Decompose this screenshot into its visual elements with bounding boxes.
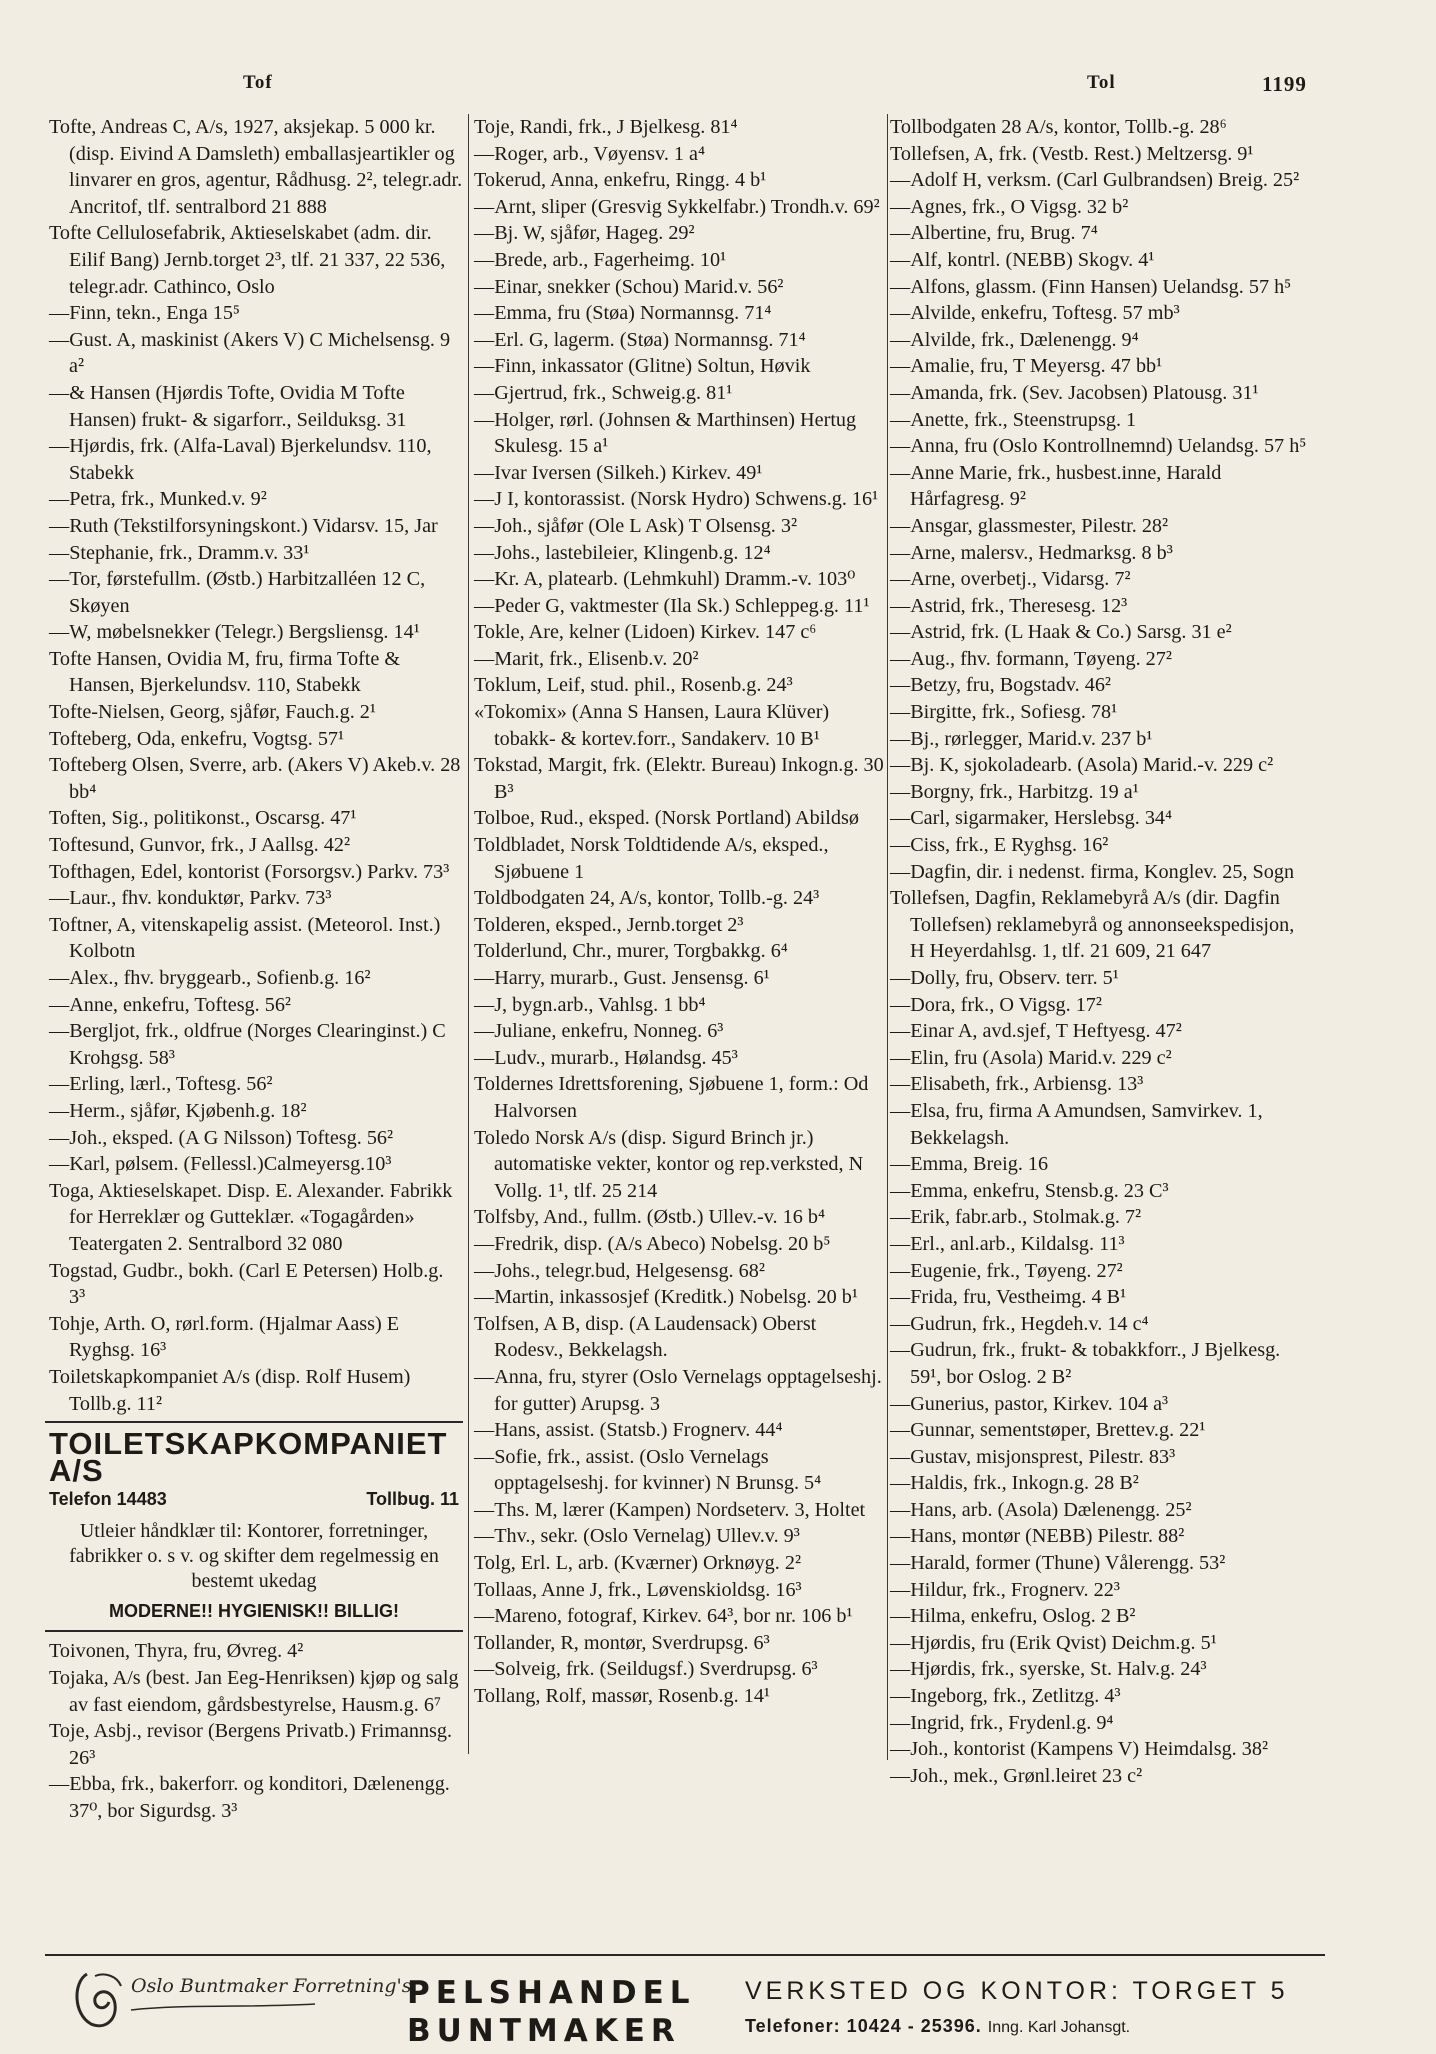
directory-entry: —Arne, malersv., Hedmarksg. 8 b³ (890, 541, 1173, 564)
directory-entry: —Petra, frk., Munked.v. 9² (49, 488, 267, 511)
directory-entry: Tokerud, Anna, enkefru, Ringg. 4 b¹ (474, 169, 767, 192)
directory-entry: —Hans, montør (NEBB) Pilestr. 88² (890, 1525, 1185, 1548)
directory-entry: —Ingeborg, frk., Zetlitzg. 4³ (890, 1685, 1121, 1708)
directory-entry: —Emma, Breig. 16 (890, 1153, 1049, 1176)
directory-entry: —Adolf H, verksm. (Carl Gulbrandsen) Breig. 25² (890, 169, 1300, 192)
directory-entry: —Hjørdis, fru (Erik Qvist) Deichm.g. 5¹ (890, 1631, 1217, 1654)
directory-entry: Toften, Sig., politikonst., Oscarsg. 47¹ (49, 807, 357, 830)
directory-entry: —Joh., kontorist (Kampens V) Heimdalsg. 38² (890, 1738, 1268, 1761)
directory-entry: —Harald, former (Thune) Vålerengg. 53² (890, 1552, 1226, 1575)
directory-entry: —Johs., lastebileier, Klingenb.g. 12⁴ (474, 541, 771, 564)
directory-entry: —Emma, fru (Støa) Normannsg. 71⁴ (474, 302, 772, 325)
directory-entry: —Amanda, frk. (Sev. Jacobsen) Platousg. 31¹ (890, 381, 1259, 404)
directory-entry: —Betzy, fru, Bogstadv. 46² (890, 674, 1111, 697)
directory-entry: —Arne, overbetj., Vidarsg. 7² (890, 568, 1131, 591)
directory-entry: —Anette, frk., Steenstrupsg. 1 (890, 408, 1137, 431)
workshop-address: VERKSTED OG KONTOR: TORGET 5 (745, 1977, 1289, 2005)
directory-entry: Tolderlund, Chr., murer, Torgbakkg. 6⁴ (474, 940, 788, 963)
directory-entry: —Joh., eksped. (A G Nilsson) Toftesg. 56² (49, 1126, 394, 1149)
directory-entry: —& Hansen (Hjørdis Tofte, Ovidia M Tofte Hansen) frukt- & sigarforr., Seilduksg. 31 (49, 381, 407, 431)
directory-entry: —Aug., fhv. formann, Tøyeng. 27² (890, 647, 1172, 670)
directory-entry: Toivonen, Thyra, fru, Øvreg. 4² (49, 1640, 304, 1663)
directory-entry: —Haldis, frk., Inkogn.g. 28 B² (890, 1472, 1139, 1495)
directory-entry: —J I, kontorassist. (Norsk Hydro) Schwens.g. 16¹ (474, 488, 879, 511)
column-1-entries (49, 114, 463, 1417)
directory-entry: —Erling, lærl., Toftesg. 56² (49, 1073, 273, 1096)
directory-entry: Tollaas, Anne J, frk., Løvenskioldsg. 16³ (474, 1578, 802, 1601)
directory-entry: —J, bygn.arb., Vahlsg. 1 bb⁴ (474, 993, 706, 1016)
directory-entry: —Ruth (Tekstilforsyningskont.) Vidarsv. 15, Jar (49, 514, 438, 537)
directory-entry: —Joh., mek., Grønl.leiret 23 c² (890, 1764, 1143, 1787)
directory-entry: —Laur., fhv. konduktør, Parkv. 73³ (49, 887, 332, 910)
phone-line (745, 2016, 1130, 2037)
directory-entry: —Hjørdis, frk., syerske, St. Halv.g. 24³ (890, 1658, 1207, 1681)
directory-entry: —Gust. A, maskinist (Akers V) C Michelsensg. 9 a² (49, 328, 451, 378)
directory-entry: —Gunnar, sementstøper, Brettev.g. 22¹ (890, 1419, 1206, 1442)
directory-entry: —Martin, inkassosjef (Kreditk.) Nobelsg. 20 b¹ (474, 1286, 858, 1309)
directory-entry: —Einar, snekker (Schou) Marid.v. 56² (474, 275, 784, 298)
directory-entry: —Astrid, frk. (L Haak & Co.) Sarsg. 31 e² (890, 621, 1232, 644)
directory-entry: —Bergljot, frk., oldfrue (Norges Clearinginst.) C Krohgsg. 58³ (49, 1020, 446, 1069)
directory-entry: Tofteberg, Oda, enkefru, Vogtsg. 57¹ (49, 727, 345, 750)
directory-entry: —Frida, fru, Vestheimg. 4 B¹ (890, 1286, 1127, 1309)
directory-entry: Toklum, Leif, stud. phil., Rosenb.g. 24³ (474, 674, 793, 697)
running-head-left: Tof (243, 72, 273, 93)
directory-entry: Toga, Aktieselskapet. Disp. E. Alexander. Fabrikk for Herreklær og Gutteklær. «Togagården» Teatergaten 2. Sentralbord 32 080 (49, 1179, 453, 1255)
directory-entry: —Emma, enkefru, Stensb.g. 23 C³ (890, 1179, 1169, 1202)
directory-entry: —Astrid, frk., Theresesg. 12³ (890, 594, 1128, 617)
directory-entry: —Ivar Iversen (Silkeh.) Kirkev. 49¹ (474, 461, 763, 484)
page-number: 1199 (1262, 72, 1307, 96)
ad-body: Utleier håndklær til: Kontorer, forretninger, fabrikker o. s v. og skifter dem regelmessig en bestemt ukedag (69, 1519, 439, 1592)
directory-entry: —Erik, fabr.arb., Stolmak.g. 7² (890, 1206, 1142, 1229)
directory-entry: —Albertine, fru, Brug. 7⁴ (890, 222, 1098, 245)
engineer-name: Inng. Karl Johansgt. (987, 2019, 1131, 2036)
directory-entry: —Carl, sigarmaker, Herslebsg. 34⁴ (890, 807, 1173, 830)
directory-entry: —Gudrun, frk., Hegdeh.v. 14 c⁴ (890, 1312, 1149, 1335)
column-1-entries-bottom (49, 1638, 463, 1824)
directory-entry: —Bj., rørlegger, Marid.v. 237 b¹ (890, 727, 1153, 750)
pelshandel-text: PELSHANDEL (407, 1975, 696, 2011)
directory-entry: —Mareno, fotograf, Kirkev. 64³, bor nr. 106 b¹ (474, 1605, 853, 1628)
directory-entry: —Gjertrud, frk., Schweig.g. 81¹ (474, 381, 733, 404)
directory-entry: —Gunerius, pastor, Kirkev. 104 a³ (890, 1392, 1169, 1415)
pelshandel-buntmaker (407, 1974, 696, 2050)
directory-entry: Toldbodgaten 24, A/s, kontor, Tollb.-g. 24³ (474, 887, 820, 910)
directory-entry: —Anne Marie, frk., husbest.inne, Harald Hårfagresg. 9² (890, 461, 1222, 511)
directory-entry: Togstad, Gudbr., bokh. (Carl E Petersen) Holb.g. 3³ (49, 1259, 444, 1309)
directory-entry: —Brede, arb., Fagerheimg. 10¹ (474, 248, 727, 271)
directory-entry: Tollefsen, Dagfin, Reklamebyrå A/s (dir. Dagfin Tollefsen) reklamebyrå og annonseekspedisjon, H Heyerdahlsg. 1, tlf. 21 609, 21 647 (890, 887, 1295, 963)
directory-entry: —Elin, fru (Asola) Marid.v. 229 c² (890, 1046, 1172, 1069)
directory-entry: —Anna, fru, styrer (Oslo Vernelags opptagelseshj. for gutter) Arupsg. 3 (474, 1365, 882, 1415)
directory-entry: Tollang, Rolf, massør, Rosenb.g. 14¹ (474, 1685, 770, 1708)
directory-entry: —Finn, inkassator (Glitne) Soltun, Høvik (474, 355, 811, 378)
directory-entry: —Stephanie, frk., Dramm.v. 33¹ (49, 541, 310, 564)
directory-entry: —W, møbelsnekker (Telegr.) Bergsliensg. 14¹ (49, 621, 420, 644)
directory-entry: —Alvilde, frk., Dælenengg. 9⁴ (890, 328, 1139, 351)
directory-entry: —Juliane, enkefru, Nonneg. 6³ (474, 1020, 724, 1043)
ad-slogan: MODERNE!! HYGIENISK!! BILLIG! (109, 1600, 399, 1621)
directory-entry: —Solveig, frk. (Seildugsf.) Sverdrupsg. 6³ (474, 1658, 818, 1681)
toiletskap-advertisement (45, 1421, 463, 1632)
directory-entry: —Alex., fhv. bryggearb., Sofienb.g. 16² (49, 967, 371, 989)
directory-entry: Tofthagen, Edel, kontorist (Forsorgsv.) Parkv. 73³ (49, 860, 450, 883)
directory-entry: —Peder G, vaktmester (Ila Sk.) Schleppeg.g. 11¹ (474, 594, 870, 617)
directory-entry: —Elisabeth, frk., Arbiensg. 13³ (890, 1073, 1144, 1096)
directory-entry: —Agnes, frk., O Vigsg. 32 b² (890, 195, 1129, 218)
directory-entry: Toje, Asbj., revisor (Bergens Privatb.) Frimannsg. 26³ (49, 1720, 453, 1769)
directory-entry: Toledo Norsk A/s (disp. Sigurd Brinch jr.) automatiske vekter, kontor og rep.verksted, N Vollg. 1¹, tlf. 25 214 (474, 1126, 864, 1202)
directory-entry: Tofte Hansen, Ovidia M, fru, firma Tofte & Hansen, Bjerkelundsv. 110, Stabekk (49, 647, 401, 697)
directory-entry: Tolfsen, A B, disp. (A Laudensack) Oberst Rodesv., Bekkelagsh. (474, 1312, 817, 1362)
directory-entry: —Hjørdis, frk. (Alfa-Laval) Bjerkelundsv. 110, Stabekk (49, 435, 432, 484)
directory-entry: —Anne, enkefru, Toftesg. 56² (49, 993, 291, 1016)
directory-entry: —Elsa, fru, firma A Amundsen, Samvirkev. 1, Bekkelagsh. (890, 1099, 1263, 1149)
directory-entry: —Dolly, fru, Observ. terr. 5¹ (890, 967, 1119, 989)
directory-entry: Tokstad, Margit, frk. (Elektr. Bureau) Inkogn.g. 30 B³ (474, 754, 884, 803)
directory-entry: —Ciss, frk., E Ryghsg. 16² (890, 834, 1109, 857)
directory-entry: —Hans, assist. (Statsb.) Frognerv. 44⁴ (474, 1419, 783, 1442)
directory-entry: Tofte, Andreas C, A/s, 1927, aksjekap. 5 000 kr. (disp. Eivind A Damsleth) emballasjeartikler og linvarer en gros, agentur, Rådhusg. 2², telegr.adr. Ancritof, tlf. sentralbord 21 888 (49, 116, 463, 218)
directory-entry: Tollefsen, A, frk. (Vestb. Rest.) Meltzersg. 9¹ (890, 142, 1254, 165)
directory-entry: —Bj. K, sjokoladearb. (Asola) Marid.-v. 229 c² (890, 754, 1274, 777)
directory-entry: —Alf, kontrl. (NEBB) Skogv. 4¹ (890, 248, 1155, 271)
directory-entry: —Hilma, enkefru, Oslog. 2 B² (890, 1605, 1136, 1628)
ad-contact-row (49, 1486, 459, 1513)
directory-entry: Tollbodgaten 28 A/s, kontor, Tollb.-g. 28⁶ (890, 116, 1227, 138)
directory-entry: Toldbladet, Norsk Toldtidende A/s, eksped., Sjøbuene 1 (474, 834, 829, 883)
directory-entry: —Ludv., murarb., Hølandsg. 45³ (474, 1046, 738, 1069)
directory-entry: —Ths. M, lærer (Kampen) Nordseterv. 3, Holtet (474, 1498, 866, 1521)
directory-entry: —Sofie, frk., assist. (Oslo Vernelags opptagelseshj. for kvinner) N Brunsg. 5⁴ (474, 1445, 822, 1495)
directory-entry: Toldernes Idrettsforening, Sjøbuene 1, form.: Od Halvorsen (474, 1073, 869, 1122)
directory-entry: —Ansgar, glassmester, Pilestr. 28² (890, 514, 1169, 537)
phone-numbers: Telefoner: 10424 - 25396. (745, 2016, 982, 2036)
directory-entry: Toje, Randi, frk., J Bjelkesg. 81⁴ (474, 116, 738, 138)
directory-entry: —Roger, arb., Vøyensv. 1 a⁴ (474, 142, 706, 165)
directory-entry: Tojaka, A/s (best. Jan Eeg-Henriksen) kjøp og salg av fast eiendom, gårdsbestyrelse, Hausm.g. 6⁷ (49, 1667, 459, 1716)
directory-entry: —Karl, pølsem. (Fellessl.)Calmeyersg.10³ (49, 1153, 392, 1176)
directory-entry: —Hans, arb. (Asola) Dælenengg. 25² (890, 1498, 1192, 1521)
directory-entry: —Gudrun, frk., frukt- & tobakkforr., J Bjelkesg. 59¹, bor Oslog. 2 B² (890, 1339, 1281, 1388)
directory-entry: —Hildur, frk., Frognerv. 22³ (890, 1578, 1120, 1601)
directory-entry: —Harry, murarb., Gust. Jensensg. 6¹ (474, 967, 770, 989)
directory-entry: —Alfons, glassm. (Finn Hansen) Uelandsg. 57 h⁵ (890, 275, 1292, 298)
directory-entry: —Ingrid, frk., Frydenl.g. 9⁴ (890, 1711, 1114, 1734)
column-3-entries (890, 114, 1312, 1789)
directory-entry: Tofte Cellulosefabrik, Aktieselskabet (adm. dir. Eilif Bang) Jernb.torget 2³, tlf. 21 337, 22 536, telegr.adr. Cathinco, Oslo (49, 222, 446, 298)
directory-entry: —Einar A, avd.sjef, T Heftyesg. 47² (890, 1020, 1182, 1043)
directory-entry: —Thv., sekr. (Oslo Vernelag) Ullev.v. 9³ (474, 1525, 800, 1548)
directory-entry: —Fredrik, disp. (A/s Abeco) Nobelsg. 20 b⁵ (474, 1232, 831, 1255)
column-divider-2 (887, 114, 888, 1760)
directory-entry: Tofte-Nielsen, Georg, sjåfør, Fauch.g. 2¹ (49, 701, 376, 724)
directory-entry: «Tokomix» (Anna S Hansen, Laura Klüver) tobakk- & kortev.forr., Sandakerv. 10 B¹ (474, 701, 830, 750)
directory-entry: —Finn, tekn., Enga 15⁵ (49, 302, 240, 325)
svg-text:Oslo Buntmaker Forretning's: Oslo Buntmaker Forretning's (131, 1975, 412, 1997)
directory-entry: Toiletskapkompaniet A/s (disp. Rolf Husem) Tollb.g. 11² (49, 1365, 411, 1415)
directory-entry: Toftesund, Gunvor, frk., J Aallsg. 42² (49, 834, 351, 857)
buntmaker-text: BUNTMAKER (407, 2013, 681, 2049)
directory-entry: Toftner, A, vitenskapelig assist. (Meteorol. Inst.) Kolbotn (49, 913, 441, 963)
column-2-entries (474, 114, 884, 1710)
directory-entry: —Birgitte, frk., Sofiesg. 78¹ (890, 701, 1118, 724)
directory-entry: Tokle, Are, kelner (Lidoen) Kirkev. 147 c⁶ (474, 621, 817, 644)
directory-entry: —Anna, fru (Oslo Kontrollnemnd) Uelandsg. 57 h⁵ (890, 435, 1307, 458)
directory-entry: —Ebba, frk., bakerforr. og konditori, Dælenengg. 37⁰, bor Sigurdsg. 3³ (49, 1773, 450, 1823)
directory-entry: —Amalie, fru, T Meyersg. 47 bb¹ (890, 355, 1163, 378)
directory-entry: —Erl. G, lagerm. (Støa) Normannsg. 71⁴ (474, 328, 806, 351)
buntmaker-logo (65, 1964, 412, 2036)
column-3 (890, 114, 1312, 1787)
directory-entry: Tolg, Erl. L, arb. (Kværner) Orknøyg. 2² (474, 1552, 802, 1575)
ad-address: Tollbug. 11 (366, 1489, 459, 1510)
directory-entry: —Dagfin, dir. i nedenst. firma, Konglev. 25, Sogn (890, 860, 1295, 883)
directory-entry: Tofteberg Olsen, Sverre, arb. (Akers V) Akeb.v. 28 bb⁴ (49, 754, 461, 803)
directory-entry: —Eugenie, frk., Tøyeng. 27² (890, 1259, 1123, 1282)
ad-phone: Telefon 14483 (49, 1489, 167, 1510)
directory-entry: —Gustav, misjonsprest, Pilestr. 83³ (890, 1445, 1176, 1468)
directory-entry: —Arnt, sliper (Gresvig Sykkelfabr.) Trondh.v. 69² (474, 195, 880, 218)
directory-entry: —Holger, rørl. (Johnsen & Marthinsen) Hertug Skulesg. 15 a¹ (474, 408, 857, 458)
directory-entry: Tollander, R, montør, Sverdrupsg. 6³ (474, 1631, 770, 1654)
directory-entry: Tohje, Arth. O, rørl.form. (Hjalmar Aass) E Ryghsg. 16³ (49, 1312, 400, 1362)
directory-entry: —Borgny, frk., Harbitzg. 19 a¹ (890, 780, 1139, 803)
running-head-mid: Tol (1087, 72, 1116, 93)
buntmaker-advertisement (45, 1964, 1335, 2054)
directory-entry: —Alvilde, enkefru, Toftesg. 57 mb³ (890, 302, 1180, 325)
column-divider-1 (468, 114, 469, 1754)
directory-entry: —Johs., telegr.bud, Helgesensg. 68² (474, 1259, 765, 1282)
directory-entry: —Herm., sjåfør, Kjøbenh.g. 18² (49, 1099, 307, 1122)
directory-entry: Tolfsby, And., fullm. (Østb.) Ullev.-v. 16 b⁴ (474, 1206, 826, 1229)
directory-entry: —Joh., sjåfør (Ole L Ask) T Olsensg. 3² (474, 514, 798, 537)
directory-entry: —Kr. A, platearb. (Lehmkuhl) Dramm.-v. 103⁰ (474, 568, 856, 591)
directory-entry: —Dora, frk., O Vigsg. 17² (890, 993, 1102, 1016)
directory-entry: Tolderen, eksped., Jernb.torget 2³ (474, 913, 744, 936)
column-1 (49, 114, 463, 1823)
footer-rule (45, 1954, 1325, 1956)
ad-title: TOILETSKAPKOMPANIET A/S (49, 1426, 448, 1488)
directory-entry: —Bj. W, sjåfør, Hageg. 29² (474, 222, 695, 245)
directory-entry: —Tor, førstefullm. (Østb.) Harbitzalléen 12 C, Skøyen (49, 568, 426, 617)
column-2 (474, 114, 884, 1764)
directory-entry: Tolboe, Rud., eksped. (Norsk Portland) Abildsø (474, 807, 859, 830)
directory-entry: —Erl., anl.arb., Kildalsg. 11³ (890, 1232, 1125, 1255)
directory-entry: —Marit, frk., Elisenb.v. 20² (474, 647, 699, 670)
